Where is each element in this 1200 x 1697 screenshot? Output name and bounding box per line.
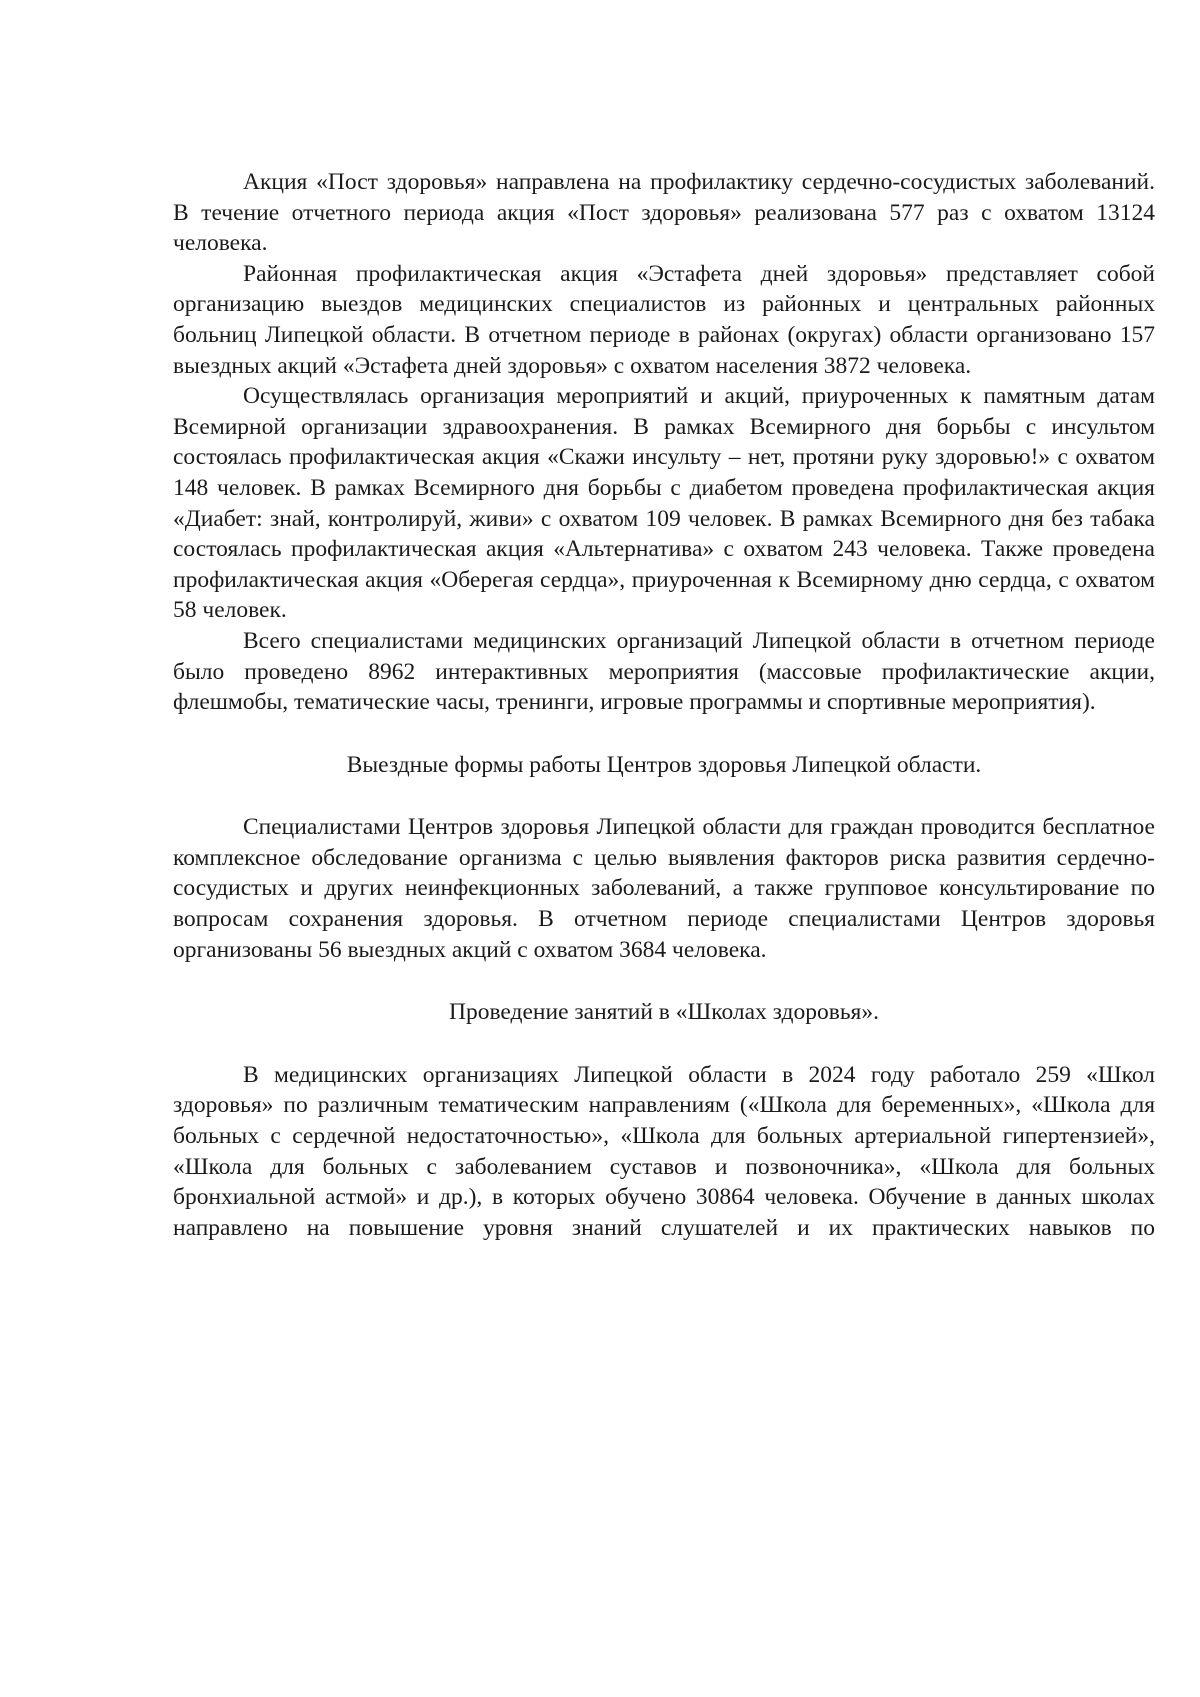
section-gap (173, 1028, 1155, 1060)
section-heading-health-centers: Выездные формы работы Центров здоровья Липецкой области. (346, 751, 982, 778)
section-gap (173, 780, 1155, 812)
paragraph-health-days-relay: Районная профилактическая акция «Эстафета дней здоровья» представляет собой организацию выездов медицинских специалистов из районных и центральных районных больниц Липецкой области. В отчетном периоде в районах (округах) области организовано 157 выездных акций «Эстафета дней здоровья» с охватом населения 3872 человека. (173, 260, 1155, 379)
document-body (173, 167, 1155, 1243)
section-gap (173, 718, 1155, 750)
paragraph-health-centers: Специалистами Центров здоровья Липецкой области для граждан проводится бесплатное комплексное обследование организма с целью выявления факторов риска развития сердечно-сосудистых и других неинфекционных заболеваний, а также групповое консультирование по вопросам сохранения здоровья. В отчетном периоде специалистами Центров здоровья организованы 56 выездных акций с охватом 3684 человека. (173, 814, 1155, 963)
paragraph-health-schools: В медицинских организациях Липецкой области в 2024 году работало 259 «Школ здоровья» по различным тематическим направлениям («Школа для беременных», «Школа для больных с сердечной недостаточностью», «Школа для больных артериальной гипертензией», «Школа для больных с заболеванием суставов и позвоночника», «Школа для больных бронхиальной астмой» и др.), в которых обучено 30864 человека. Обучение в данных школах направлено на повышение уровня знаний слушателей и их практических навыков по (173, 1061, 1155, 1241)
paragraph-health-post: Акция «Пост здоровья» направлена на профилактику сердечно-сосудистых заболеваний. В течение отчетного периода акция «Пост здоровья» реализована 577 раз с охватом 13124 человека. (173, 169, 1155, 257)
section-heading-health-schools: Проведение занятий в «Школах здоровья». (449, 999, 879, 1026)
paragraph-interactive-events: Всего специалистами медицинских организаций Липецкой области в отчетном периоде было проведено 8962 интерактивных мероприятия (массовые профилактические акции, флешмобы, тематические часы, тренинги, игровые программы и спортивные мероприятия). (173, 627, 1155, 716)
paragraph-who-dates: Осуществлялась организация мероприятий и акций, приуроченных к памятным датам Всемирной организации здравоохранения. В рамках Всемирного дня борьбы с инсультом состоялась профилактическая акция «Скажи инсульту – нет, протяни руку здоровью!» с охватом 148 человек. В рамках Всемирного дня борьбы с диабетом проведена профилактическая акция «Диабет: знай, контролируй, живи» с охватом 109 человек. В рамках Всемирного дня без табака состоялась профилактическая акция «Альтернатива» с охватом 243 человека. Также проведена профилактическая акция «Оберегая сердца», приуроченная к Всемирному дню сердца, с охватом 58 человек. (173, 383, 1155, 624)
section-gap (173, 965, 1155, 997)
